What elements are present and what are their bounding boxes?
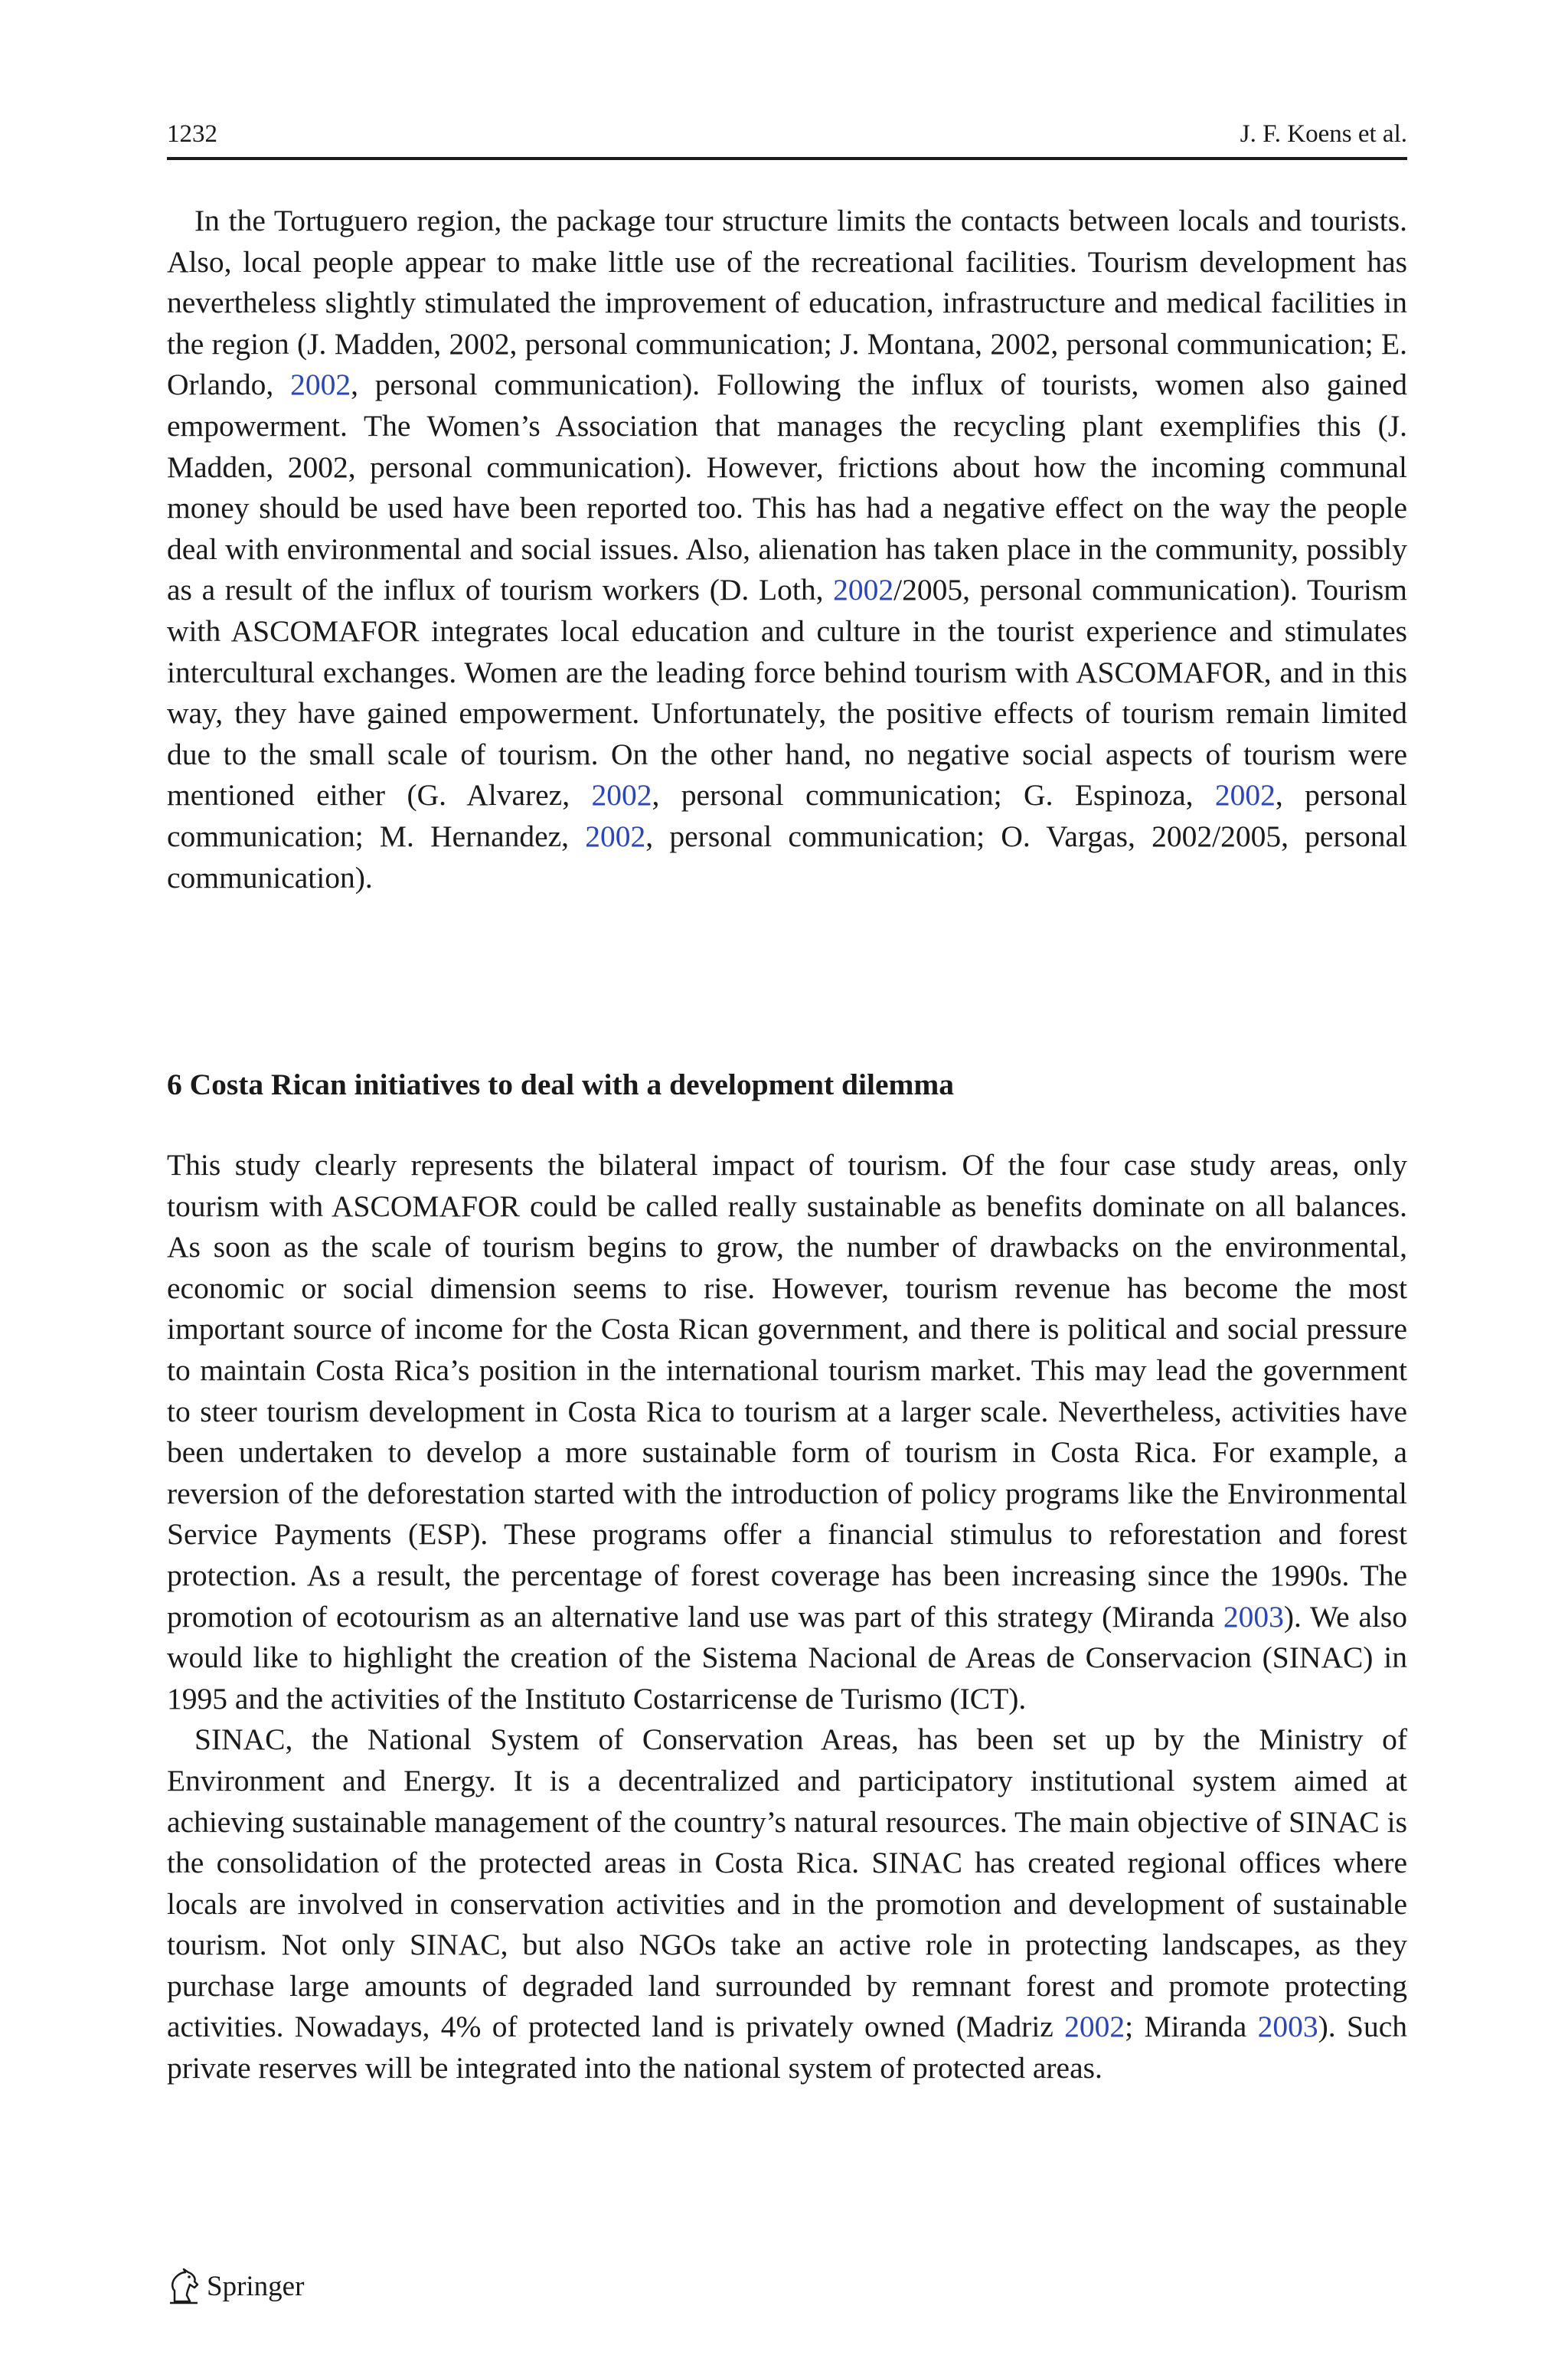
paragraph-sinac <box>167 1719 1407 2089</box>
publisher-name: Springer <box>207 2270 305 2302</box>
paragraph-bilateral-impact <box>167 1145 1407 1719</box>
text-run: , personal communication). Following the influx of tourists, women also gained empowerment. The Women’s Association that manages the recycling plant exemplifies this (J. Madden, 2002, personal communication). However, frictions about how the incoming communal money should be used have been reported too. This has had a negative effect on the way the people deal with environmental and social issues. Also, alienation has taken place in the community, possibly as a result of the influx of tourism workers (D. Loth, <box>167 368 1407 607</box>
citation-link[interactable]: 2003 <box>1257 2010 1318 2044</box>
publisher-footer <box>167 2263 304 2309</box>
text-run: ; Miranda <box>1125 2010 1258 2044</box>
citation-link[interactable]: 2002 <box>585 819 646 853</box>
text-run: , personal communication; O. Vargas, 2002/2005, personal communication). <box>167 819 1407 895</box>
citation-link[interactable]: 2002 <box>1064 2010 1125 2044</box>
citation-link[interactable]: 2002 <box>1214 778 1276 813</box>
header-rule <box>167 157 1407 160</box>
running-head <box>167 115 1407 153</box>
text-run: This study clearly represents the bilateral impact of tourism. Of the four case study areas, only tourism with ASCOMAFOR could be called really sustainable as benefits dominate on all balances. As soon as the scale of tourism begins to grow, the number of drawbacks on the environmental, economic or social dimension seems to rise. However, tourism revenue has become the most important source of income for the Costa Rican government, and there is political and social pressure to maintain Costa Rica’s position in the international tourism market. This may lead the government to steer tourism development in Costa Rica to tourism at a larger scale. Nevertheless, activities have been undertaken to develop a more sustainable form of tourism in Costa Rica. For example, a reversion of the deforestation started with the introduction of policy programs like the Environmental Service Payments (ESP). These programs offer a financial stimulus to reforestation and forest protection. As a result, the percentage of forest coverage has been increasing since the 1990s. The promotion of ecotourism as an alternative land use was part of this strategy (Miranda <box>167 1148 1407 1634</box>
text-run: ). We also would like to highlight the creation of the Sistema Nacional de Areas de Conservacion (SINAC) in 1995 and the activities of the Instituto Costarricense de Turismo (ICT). <box>167 1599 1407 1716</box>
text-run: SINAC, the National System of Conservation Areas, has been set up by the Ministry of Environment and Energy. It is a decentralized and participatory institutional system aimed at achieving sustainable management of the country’s natural resources. The main objective of SINAC is the consolidation of the protected areas in Costa Rica. SINAC has created regional offices where locals are involved in conservation activities and in the promotion and development of sustainable tourism. Not only SINAC, but also NGOs take an active role in protecting landscapes, as they purchase large amounts of degraded land surrounded by remnant forest and promote protecting activities. Nowadays, 4% of protected land is privately owned (Madriz <box>167 1722 1407 2044</box>
text-run: ). Such private reserves will be integrated into the national system of protected areas. <box>167 2010 1407 2085</box>
paragraph-tortuguero <box>167 201 1407 898</box>
text-run: , personal communication; G. Espinoza, <box>652 778 1215 813</box>
section-body <box>167 1145 1407 2089</box>
springer-horse-icon <box>167 2268 201 2304</box>
text-run: In the Tortuguero region, the package tour structure limits the contacts between locals and tourists. Also, local people appear to make little use of the recreational facilities. Tourism development has nevertheless slightly stimulated the improvement of education, infrastructure and medical facilities in the region (J. Madden, 2002, personal communication; J. Montana, 2002, personal communication; E. Orlando, <box>167 204 1407 402</box>
text-run: , personal communication; M. Hernandez, <box>167 778 1407 853</box>
citation-link[interactable]: 2003 <box>1223 1599 1284 1634</box>
section-heading: 6 Costa Rican initiatives to deal with a development dilemma <box>167 1068 955 1101</box>
citation-link[interactable]: 2002 <box>290 368 351 402</box>
citation-link[interactable]: 2002 <box>591 778 652 813</box>
text-run: /2005, personal communication). Tourism with ASCOMAFOR integrates local education and culture in the tourist experience and stimulates intercultural exchanges. Women are the leading force behind tourism with ASCOMAFOR, and in this way, they have gained empowerment. Unfortunately, the positive effects of tourism remain limited due to the small scale of tourism. On the other hand, no negative social aspects of tourism were mentioned either (G. Alvarez, <box>167 573 1407 813</box>
page-number: 1232 <box>167 120 217 148</box>
citation-link[interactable]: 2002 <box>833 573 894 607</box>
running-head-authors: J. F. Koens et al. <box>1240 120 1407 148</box>
